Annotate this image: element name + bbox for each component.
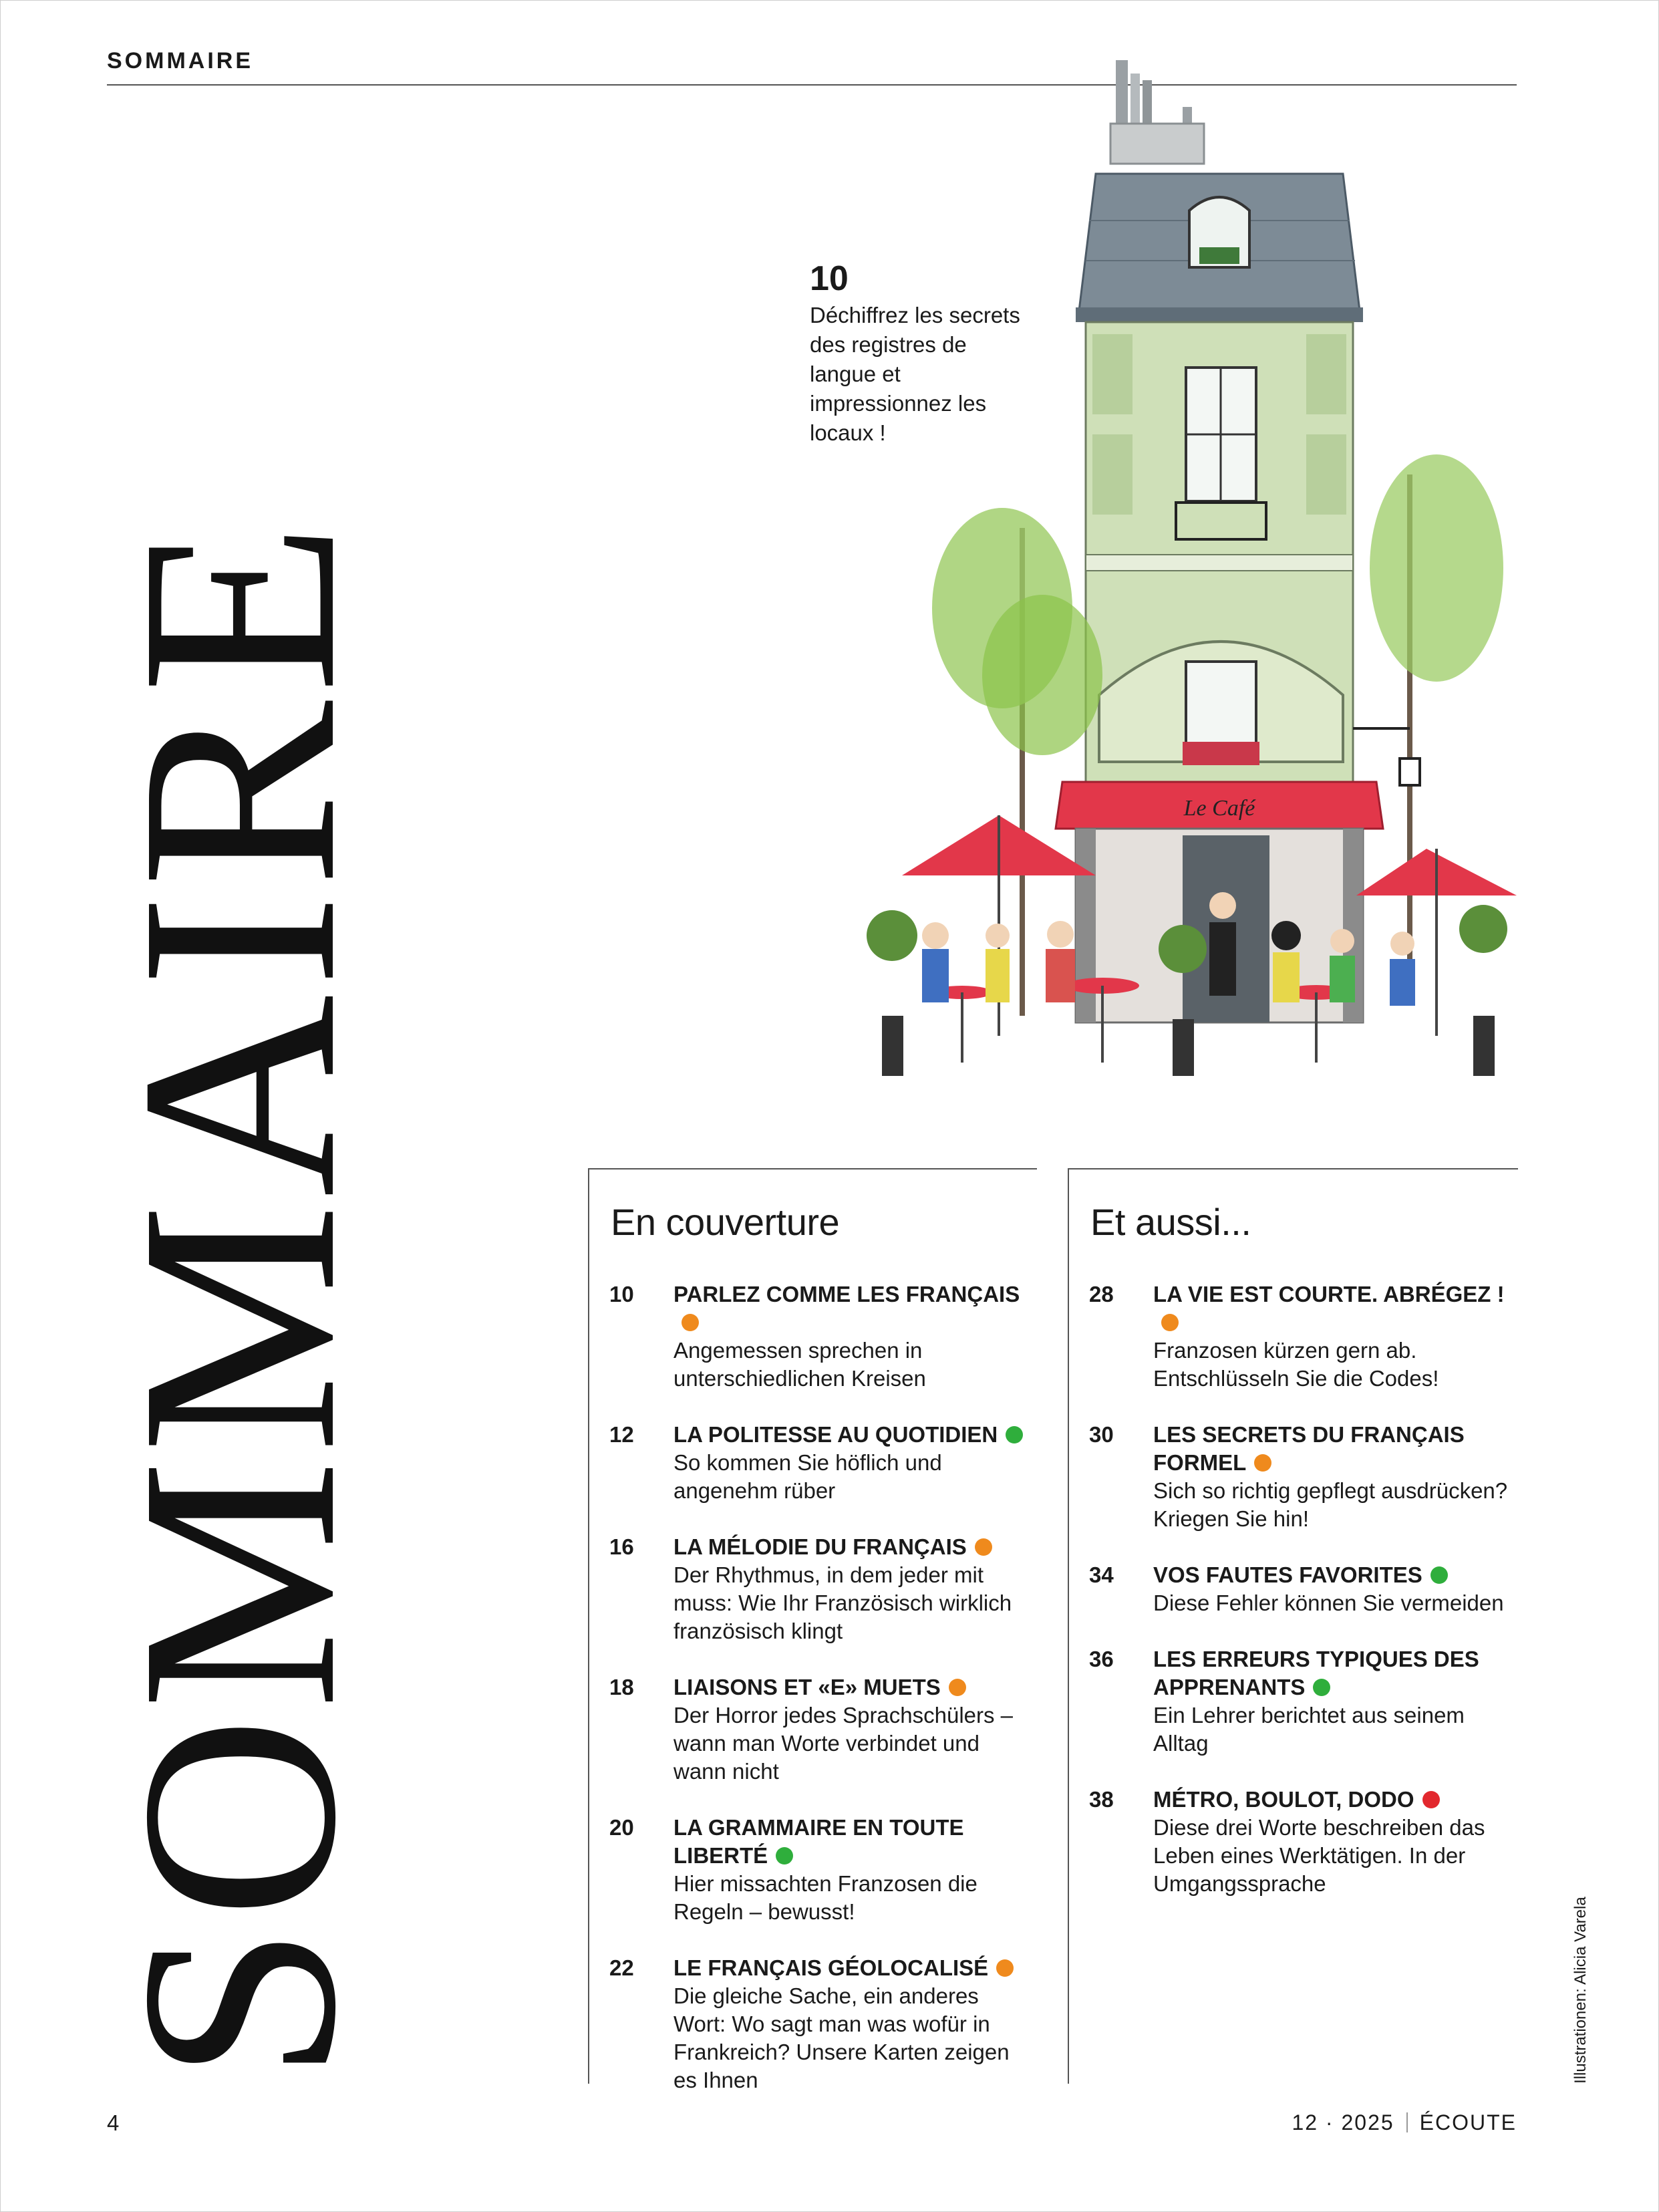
entry-page: 12 <box>609 1422 634 1447</box>
issue-date: 12 · 2025 <box>1292 2110 1394 2134</box>
footer-divider <box>1406 2112 1408 2132</box>
level-dot-icon <box>949 1679 966 1696</box>
section-label: SOMMAIRE <box>107 48 253 74</box>
column-heading: Et aussi... <box>1090 1201 1251 1243</box>
chimney <box>1110 60 1204 164</box>
entry-page: 34 <box>1089 1562 1114 1587</box>
toc-entry[interactable] <box>609 1280 1037 1393</box>
issue-footer <box>1290 2110 1517 2135</box>
toc-entry[interactable] <box>1089 1645 1518 1758</box>
column-heading: En couverture <box>611 1201 840 1243</box>
level-dot-icon <box>975 1538 992 1556</box>
level-dot-icon <box>996 1959 1014 1977</box>
entry-page: 20 <box>609 1815 634 1840</box>
toc-entry[interactable] <box>1089 1786 1518 1898</box>
entry-title: PARLEZ COMME LES FRANÇAIS <box>673 1280 1037 1337</box>
level-dot-icon <box>682 1314 699 1331</box>
entry-description: Ein Lehrer berichtet aus seinem Alltag <box>1153 1703 1465 1756</box>
caption-text: Déchiffrez les secrets des registres de langue et impressionnez les locaux ! <box>810 303 1020 445</box>
level-dot-icon <box>1430 1566 1448 1584</box>
entry-page: 38 <box>1089 1787 1114 1812</box>
entry-title: LES SECRETS DU FRANÇAIS FORMEL <box>1153 1422 1465 1475</box>
entry-list <box>1089 1280 1518 1926</box>
level-dot-icon <box>1254 1454 1271 1472</box>
column-rule <box>589 1168 1037 1169</box>
toc-entry[interactable] <box>609 1954 1037 2094</box>
entry-page: 28 <box>1089 1282 1114 1306</box>
illustration-credit: Illustrationen: Alicia Varela <box>1571 1897 1590 2084</box>
entry-description: Hier missachten Franzosen die Regeln – bewusst! <box>673 1871 977 1924</box>
entry-title: LA VIE EST COURTE. ABRÉGEZ ! <box>1153 1280 1518 1337</box>
entry-description: Sich so richtig gepflegt ausdrücken? Kriegen Sie hin! <box>1153 1478 1508 1531</box>
level-dot-icon <box>1422 1791 1440 1808</box>
level-dot-icon <box>776 1847 793 1864</box>
entry-description: Der Rhythmus, in dem jeder mit muss: Wie Ihr Französisch wirklich französisch klingt <box>673 1562 1012 1643</box>
toc-entry[interactable] <box>609 1673 1037 1786</box>
toc-column-also <box>1068 1168 1518 2084</box>
level-dot-icon <box>1161 1314 1179 1331</box>
toc-entry[interactable] <box>1089 1421 1518 1533</box>
entry-title: LA MÉLODIE DU FRANÇAIS <box>673 1533 1037 1561</box>
toc-entry[interactable] <box>609 1421 1037 1505</box>
toc-entry[interactable] <box>1089 1280 1518 1393</box>
entry-title: LA GRAMMAIRE EN TOUTE LIBERTÉ <box>673 1815 964 1868</box>
entry-description: Angemessen sprechen in unterschiedlichen Kreisen <box>673 1338 926 1391</box>
level-dot-icon <box>1006 1426 1023 1443</box>
cafe-illustration <box>862 60 1523 1103</box>
entry-title: VOS FAUTES FAVORITES <box>1153 1561 1518 1589</box>
entry-page: 36 <box>1089 1647 1114 1671</box>
toc-entry[interactable] <box>609 1814 1037 1926</box>
toc-column-cover <box>588 1168 1037 2092</box>
magazine-name: ÉCOUTE <box>1419 2110 1517 2134</box>
caption-page-number: 10 <box>810 259 849 298</box>
level-dot-icon <box>1313 1679 1330 1696</box>
entry-page: 18 <box>609 1675 634 1699</box>
entry-page: 10 <box>609 1282 634 1306</box>
page-number: 4 <box>107 2110 120 2135</box>
entry-description: Der Horror jedes Sprachschülers – wann man Worte verbindet und wann nicht <box>673 1703 1014 1784</box>
entry-description: Diese Fehler können Sie vermeiden <box>1153 1591 1504 1615</box>
entry-description: So kommen Sie höflich und angenehm rüber <box>673 1450 942 1503</box>
entry-page: 30 <box>1089 1422 1114 1447</box>
big-vertical-title: SOMMAIRE <box>83 515 394 2082</box>
entry-title: LA POLITESSE AU QUOTIDIEN <box>673 1421 1037 1449</box>
entry-description: Diese drei Worte beschreiben das Leben eines Werktätigen. In der Umgangssprache <box>1153 1815 1485 1896</box>
entry-title: MÉTRO, BOULOT, DODO <box>1153 1786 1518 1814</box>
entry-description: Franzosen kürzen gern ab. Entschlüsseln Sie die Codes! <box>1153 1338 1439 1391</box>
toc-entry[interactable] <box>609 1533 1037 1645</box>
entry-title: LES ERREURS TYPIQUES DES APPRENANTS <box>1153 1647 1479 1699</box>
entry-title: LIAISONS ET «E» MUETS <box>673 1673 1037 1701</box>
entry-page: 22 <box>609 1955 634 1980</box>
toc-entry[interactable] <box>1089 1561 1518 1617</box>
entry-title: LE FRANÇAIS GÉOLOCALISÉ <box>673 1954 1037 1982</box>
awning-text: Le Café <box>1183 796 1255 821</box>
column-rule <box>1069 1168 1518 1169</box>
entry-description: Die gleiche Sache, ein anderes Wort: Wo sagt man was wofür in Frankreich? Unsere Karten zeigen es Ihnen <box>673 1983 1010 2092</box>
entry-page: 16 <box>609 1534 634 1559</box>
entry-list <box>609 1280 1037 2122</box>
